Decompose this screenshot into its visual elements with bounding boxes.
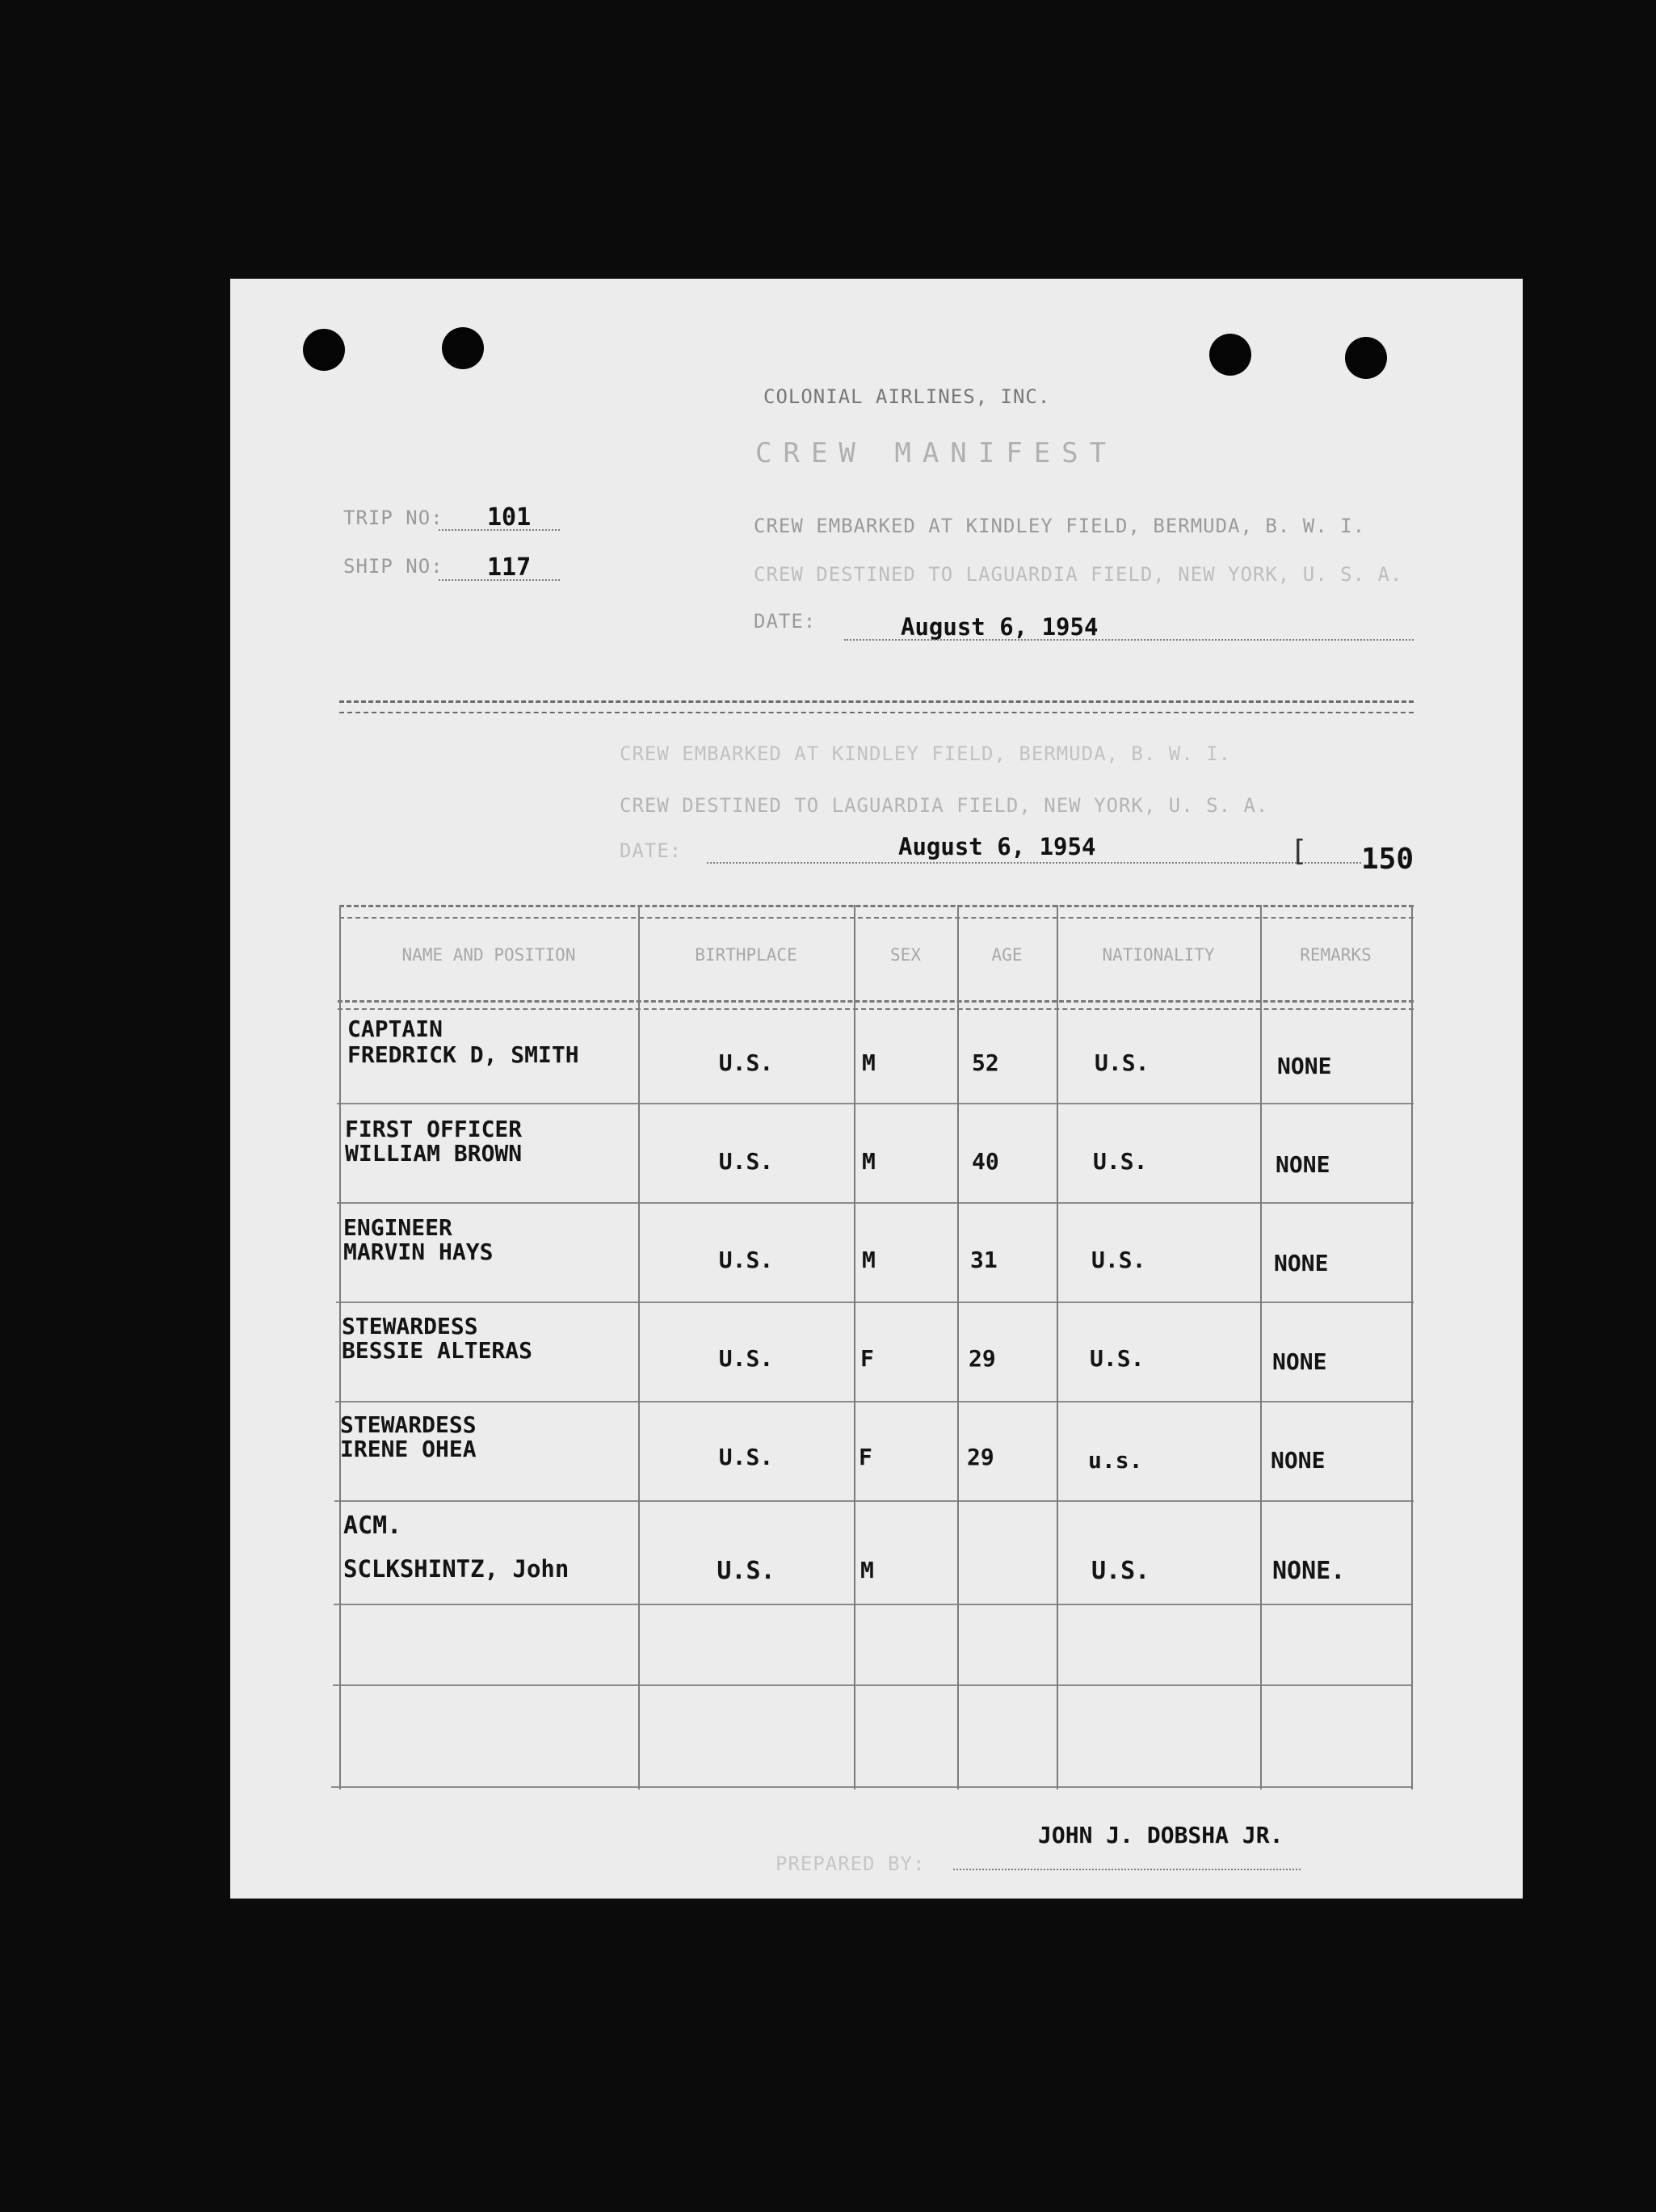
column-rule <box>1260 905 1262 1789</box>
header-birthplace: BIRTHPLACE <box>695 945 797 965</box>
row-rule <box>337 1202 1414 1204</box>
crew-sex: F <box>860 1345 874 1372</box>
punch-hole <box>1345 337 1387 379</box>
crew-sex: M <box>860 1557 874 1583</box>
punch-hole <box>303 329 345 371</box>
trip-number: 101 <box>487 503 532 532</box>
crew-name: IRENE OHEA <box>340 1436 477 1462</box>
crew-age: 31 <box>970 1247 998 1273</box>
ship-number: 117 <box>487 553 532 582</box>
date-value-2: August 6, 1954 <box>898 833 1096 860</box>
crew-position: FIRST OFFICER <box>345 1116 523 1142</box>
crew-sex: M <box>862 1247 876 1273</box>
crew-position: CAPTAIN <box>347 1016 443 1042</box>
column-rule <box>1411 905 1413 1789</box>
crew-birthplace: U.S. <box>718 1345 774 1372</box>
crew-age: 52 <box>972 1049 999 1076</box>
date-underline-2 <box>707 862 1361 864</box>
row-rule <box>334 1500 1414 1502</box>
crew-remarks: NONE. <box>1272 1557 1346 1585</box>
column-rule <box>339 905 341 1789</box>
table-top-rule <box>339 917 1414 919</box>
crew-birthplace: U.S. <box>718 1049 774 1076</box>
crew-age: 40 <box>972 1148 999 1175</box>
crew-position: ENGINEER <box>343 1214 452 1241</box>
date-label: DATE: <box>754 610 817 633</box>
crew-remarks: NONE <box>1276 1151 1330 1178</box>
header-sex: SEX <box>890 945 921 965</box>
row-rule <box>336 1302 1414 1303</box>
crew-remarks: NONE <box>1277 1053 1332 1079</box>
prepared-label: PREPARED BY: <box>775 1852 926 1875</box>
crew-name: MARVIN HAYS <box>343 1238 494 1265</box>
page-number: 150 <box>1361 843 1414 876</box>
crew-nationality: U.S. <box>1093 1148 1148 1175</box>
crew-sex: M <box>862 1049 876 1076</box>
document-title: CREW MANIFEST <box>755 437 1118 469</box>
date-value: August 6, 1954 <box>901 613 1099 641</box>
date-underline <box>844 639 1414 641</box>
row-rule <box>335 1401 1414 1402</box>
embarked-line-2: CREW EMBARKED AT KINDLEY FIELD, BERMUDA, B. W. I. <box>620 742 1232 765</box>
column-rule <box>854 905 855 1789</box>
crew-name: FREDRICK D, SMITH <box>347 1041 579 1068</box>
destined-line: CREW DESTINED TO LAGUARDIA FIELD, NEW YORK, U. S. A. <box>754 563 1403 586</box>
date-label-2: DATE: <box>620 839 683 862</box>
header-name-position: NAME AND POSITION <box>401 945 576 965</box>
ship-underline <box>439 579 560 581</box>
crew-birthplace: U.S. <box>718 1444 774 1470</box>
crew-name: BESSIE ALTERAS <box>342 1337 533 1364</box>
crew-birthplace: U.S. <box>717 1557 775 1585</box>
crew-age: 29 <box>969 1345 996 1372</box>
row-rule <box>337 1103 1414 1104</box>
crew-nationality: U.S. <box>1090 1345 1145 1372</box>
prepared-by: JOHN J. DOBSHA JR. <box>1038 1822 1284 1848</box>
manifest-sheet <box>230 279 1523 1899</box>
separator-line <box>339 700 1414 703</box>
ship-label: SHIP NO: <box>343 555 443 578</box>
crew-nationality: U.S. <box>1091 1247 1146 1273</box>
crew-name: WILLIAM BROWN <box>345 1140 523 1167</box>
crew-position: STEWARDESS <box>340 1411 477 1438</box>
crew-position: STEWARDESS <box>342 1313 478 1339</box>
crew-sex: M <box>862 1148 876 1175</box>
header-bottom-rule <box>338 1000 1414 1003</box>
crew-age: 29 <box>967 1444 994 1470</box>
crew-position: ACM. <box>343 1512 402 1540</box>
crew-nationality: u.s. <box>1088 1447 1143 1474</box>
table-top-rule <box>339 905 1414 907</box>
crew-birthplace: U.S. <box>718 1247 774 1273</box>
embarked-line: CREW EMBARKED AT KINDLEY FIELD, BERMUDA, B. W. I. <box>754 515 1366 537</box>
punch-hole <box>1209 334 1251 376</box>
column-rule <box>957 905 959 1789</box>
destined-line-2: CREW DESTINED TO LAGUARDIA FIELD, NEW YORK, U. S. A. <box>620 794 1269 817</box>
header-nationality: NATIONALITY <box>1102 945 1215 965</box>
crew-nationality: U.S. <box>1091 1557 1150 1585</box>
trip-underline <box>439 529 560 531</box>
header-age: AGE <box>991 945 1023 965</box>
prepared-underline <box>953 1869 1301 1870</box>
row-rule <box>333 1684 1411 1686</box>
separator-line <box>339 712 1414 713</box>
bracket-mark: [ <box>1290 835 1308 868</box>
table-bottom-rule <box>331 1786 1411 1788</box>
header-remarks: REMARKS <box>1300 945 1372 965</box>
crew-remarks: NONE <box>1274 1250 1329 1276</box>
header-bottom-rule <box>338 1008 1414 1010</box>
crew-nationality: U.S. <box>1095 1049 1150 1076</box>
company-name: COLONIAL AIRLINES, INC. <box>763 385 1051 408</box>
trip-label: TRIP NO: <box>343 507 443 529</box>
row-rule <box>334 1604 1412 1605</box>
crew-name: SCLKSHINTZ, John <box>343 1555 570 1583</box>
column-rule <box>1057 905 1058 1789</box>
crew-remarks: NONE <box>1272 1348 1327 1375</box>
crew-sex: F <box>859 1444 872 1470</box>
punch-hole <box>442 327 484 369</box>
crew-remarks: NONE <box>1271 1447 1326 1474</box>
crew-birthplace: U.S. <box>718 1148 774 1175</box>
